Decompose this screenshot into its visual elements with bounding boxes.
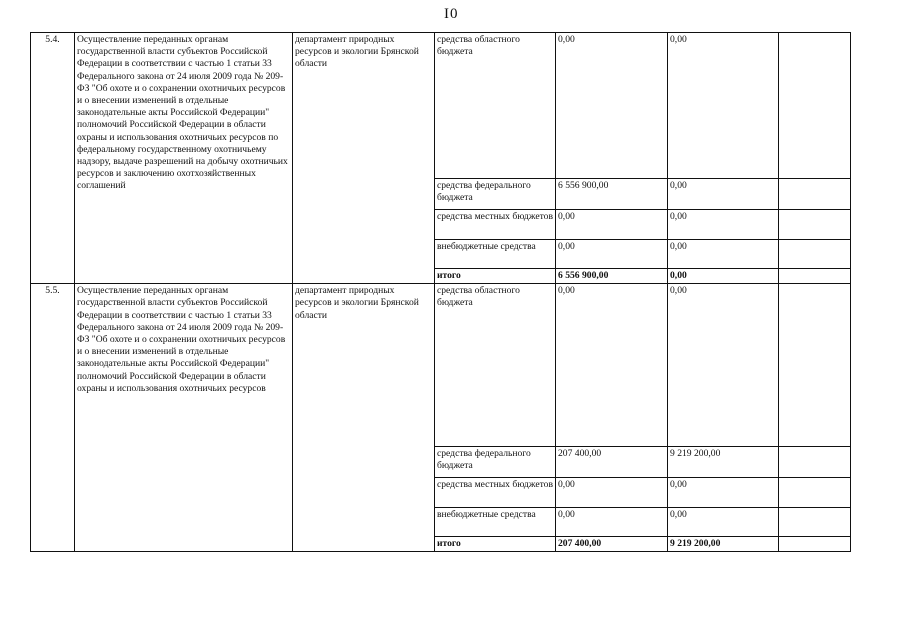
funding-source: средства местных бюджетов <box>435 478 556 508</box>
funding-value: 0,00 <box>668 179 779 210</box>
funding-value: 0,00 <box>668 33 779 179</box>
page-number: I0 <box>444 6 459 22</box>
funding-value <box>779 447 851 478</box>
funding-total-value: 0,00 <box>668 269 779 284</box>
funding-value: 6 556 900,00 <box>556 179 668 210</box>
funding-source: внебюджетные средства <box>435 240 556 269</box>
funding-value: 0,00 <box>556 210 668 240</box>
funding-value: 0,00 <box>556 478 668 508</box>
funding-value: 9 219 200,00 <box>668 447 779 478</box>
funding-source: средства федерального бюджета <box>435 179 556 210</box>
funding-source: средства местных бюджетов <box>435 210 556 240</box>
funding-value <box>779 240 851 269</box>
funding-value: 0,00 <box>668 478 779 508</box>
funding-source: средства областного бюджета <box>435 33 556 179</box>
funding-value <box>779 179 851 210</box>
funding-source: внебюджетные средства <box>435 508 556 537</box>
funding-value: 0,00 <box>556 33 668 179</box>
program-table <box>30 32 851 552</box>
funding-value <box>779 33 851 179</box>
funding-source-total: итого <box>435 537 556 552</box>
item-executor: департамент природных ресурсов и экологии Брянской области <box>293 33 435 284</box>
funding-value <box>779 508 851 537</box>
funding-total-value: 6 556 900,00 <box>556 269 668 284</box>
funding-total-value: 9 219 200,00 <box>668 537 779 552</box>
funding-value: 0,00 <box>668 210 779 240</box>
funding-value: 0,00 <box>556 240 668 269</box>
funding-value <box>779 210 851 240</box>
item-number: 5.5. <box>31 284 75 552</box>
funding-source: средства федерального бюджета <box>435 447 556 478</box>
funding-value <box>779 269 851 284</box>
table-row <box>31 33 851 179</box>
funding-value: 0,00 <box>668 240 779 269</box>
item-description: Осуществление переданных органам государственной власти субъектов Российской Федерации в соответствии с частью 1 статьи 33 Федерального закона от 24 июля 2009 года № 209-ФЗ "Об охоте и о сохранении охотничьих ресурсов и о внесении изменений в отдельные законодательные акты Российской Федерации" полномочий Российской Федерации в области охраны и использования охотничьих ресурсов <box>75 284 293 552</box>
funding-source: средства областного бюджета <box>435 284 556 447</box>
table-row <box>31 284 851 447</box>
funding-value <box>779 478 851 508</box>
item-executor: департамент природных ресурсов и экологии Брянской области <box>293 284 435 552</box>
funding-value: 0,00 <box>668 508 779 537</box>
funding-value: 0,00 <box>556 508 668 537</box>
funding-value: 0,00 <box>668 284 779 447</box>
funding-value: 207 400,00 <box>556 447 668 478</box>
funding-source-total: итого <box>435 269 556 284</box>
funding-value: 0,00 <box>556 284 668 447</box>
funding-value <box>779 537 851 552</box>
item-description: Осуществление переданных органам государственной власти субъектов Российской Федерации в соответствии с частью 1 статьи 33 Федерального закона от 24 июля 2009 года № 209-ФЗ "Об охоте и о сохранении охотничьих ресурсов и о внесении изменений в отдельные законодательные акты Российской Федерации" полномочий Российской Федерации в области охраны и использования охотничьих ресурсов по федеральному государственному охотничьему надзору, выдаче разрешений на добычу охотничьих ресурсов и заключению охотхозяйственных соглашений <box>75 33 293 284</box>
funding-value <box>779 284 851 447</box>
funding-total-value: 207 400,00 <box>556 537 668 552</box>
item-number: 5.4. <box>31 33 75 284</box>
